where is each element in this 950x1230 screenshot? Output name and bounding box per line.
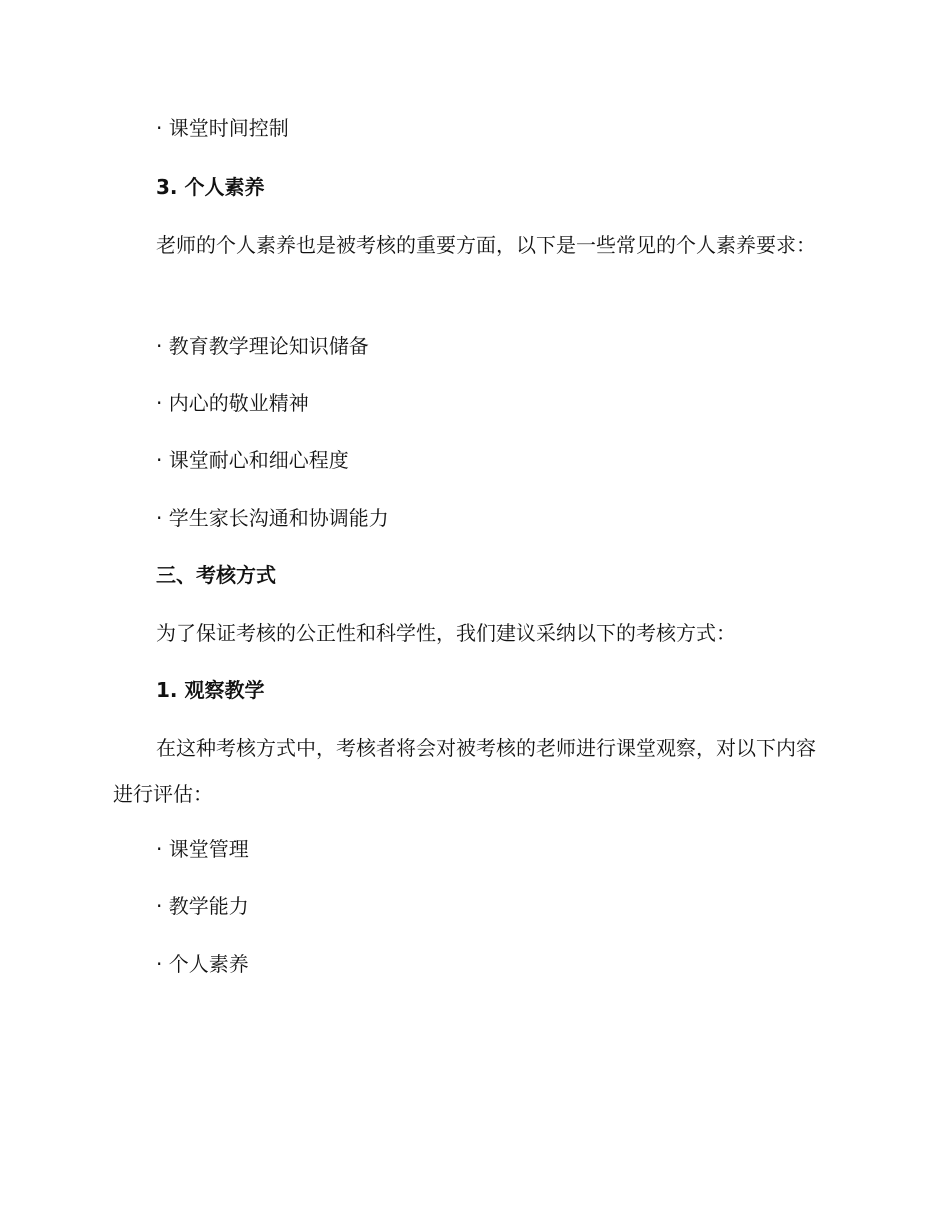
- section-heading-observe-teaching: 1. 观察教学: [156, 678, 265, 702]
- bullet-item-personal-quality: · 个人素养: [156, 952, 249, 976]
- bullet-item-theory-knowledge: · 教育教学理论知识储备: [156, 334, 369, 358]
- section-heading-assessment-method: 三、考核方式: [156, 563, 276, 587]
- bullet-item-communication: · 学生家长沟通和协调能力: [156, 506, 389, 530]
- bullet-item-class-management: · 课堂管理: [156, 837, 249, 861]
- paragraph-assessment-method-intro: 为了保证考核的公正性和科学性，我们建议采纳以下的考核方式：: [156, 621, 736, 645]
- bullet-item-dedication: · 内心的敬业精神: [156, 391, 309, 415]
- bullet-item-class-time-control: · 课堂时间控制: [156, 116, 289, 140]
- bullet-item-patience: · 课堂耐心和细心程度: [156, 448, 349, 472]
- section-heading-personal-quality: 3. 个人素养: [156, 175, 265, 199]
- paragraph-personal-quality-intro: 老师的个人素养也是被考核的重要方面，以下是一些常见的个人素养要求：: [156, 233, 816, 257]
- paragraph-observe-teaching-intro: 在这种考核方式中，考核者将会对被考核的老师进行课堂观察，对以下内容进行评估：: [113, 736, 816, 806]
- bullet-item-teaching-ability: · 教学能力: [156, 894, 249, 918]
